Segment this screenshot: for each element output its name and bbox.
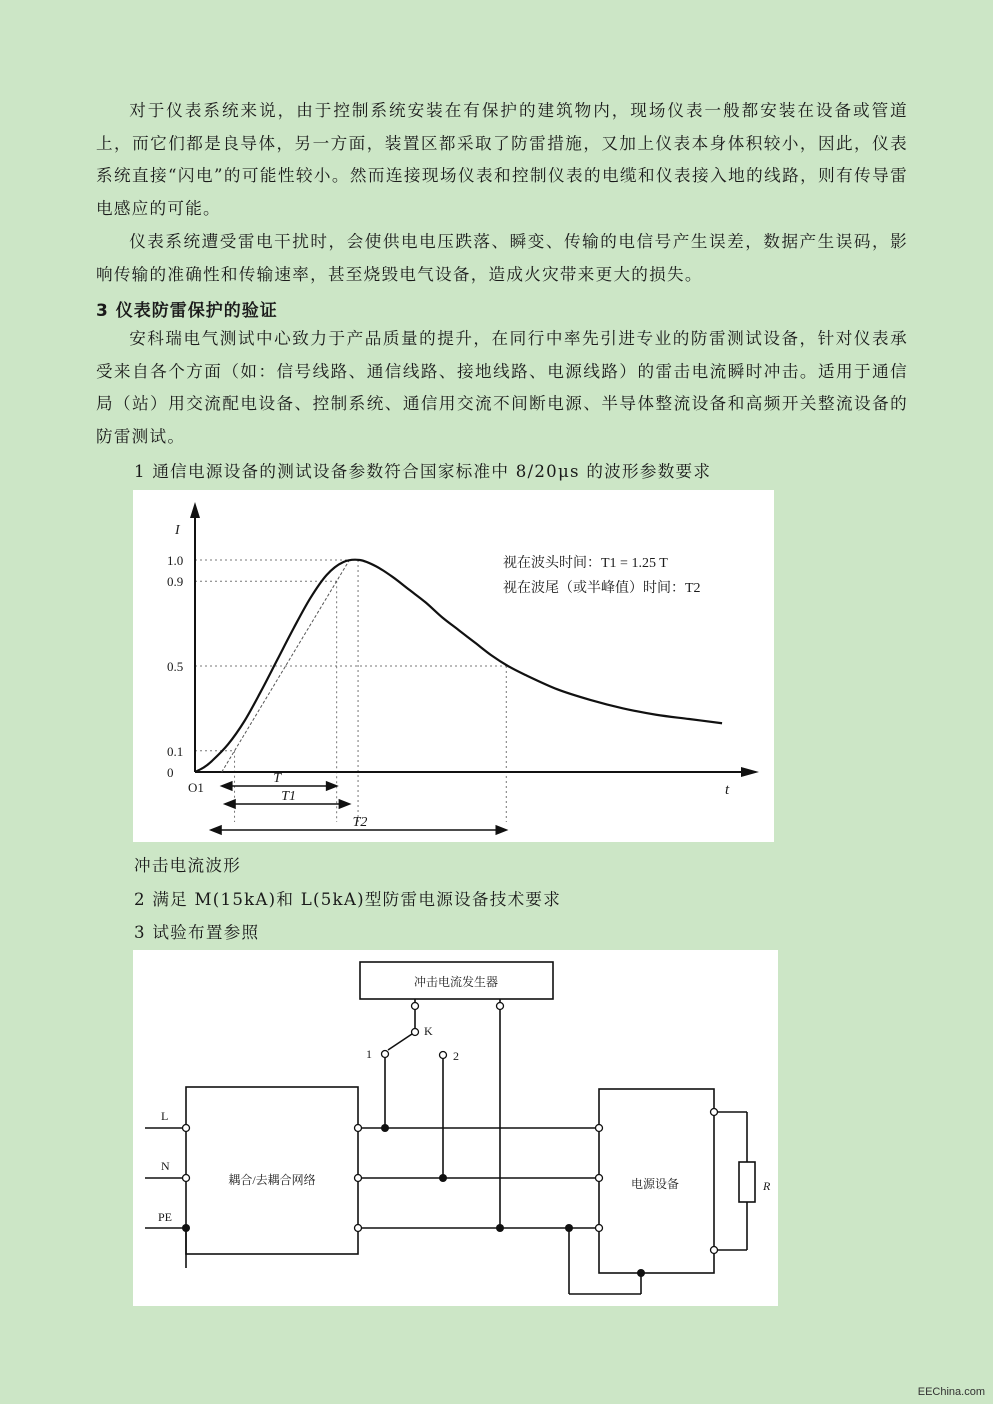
generator-label: 冲击电流发生器 [413,975,499,989]
waveform-figure [133,490,774,842]
paragraph-3: 安科瑞电气测试中心致力于产品质量的提升，在同行中率先引进专业的防雷测试设备，针对仪表承受来自各个方面（如：信号线路、通信线路、接地线路、电源线路）的雷击电流瞬时冲击。适用于通信局（站）用交流配电设备、控制系统、通信用交流不间断电源、半导体整流设备和高频开关整流设备的防雷测试。 [96,329,908,447]
x-axis-arrow-icon [741,767,759,777]
legend-entry-1: 视在波头时间：T1 = 1.25 T [503,556,668,571]
terminal-label-N: N [161,1159,170,1173]
terminal-label-L: L [161,1109,169,1123]
y-tick-label: 0.9 [167,574,184,590]
time-mark-label: T2 [352,815,368,830]
coupling-network-box [186,1087,358,1254]
y-axis-arrow-icon [190,502,200,518]
paragraph-2: 仪表系统遭受雷电干扰时，会使供电电压跌落、瞬变、传输的电信号产生误差，数据产生误码，影响传输的准确性和传输速率，甚至烧毁电气设备，造成火灾带来更大的损失。 [96,232,908,284]
y-tick-label: 0.5 [167,659,184,674]
switch-label: K [424,1024,433,1038]
y-tick-label: 0 [167,765,174,780]
time-mark-label: T1 [281,789,297,804]
footer-watermark: EEChina.com [917,1386,985,1398]
y-axis-label: I [175,523,180,538]
network-label: 耦合/去耦合网络 [228,1173,316,1187]
y-tick-label: 0.1 [167,743,184,759]
switch-position-1: 1 [366,1047,372,1061]
resistor [739,1162,755,1202]
time-mark-label: T [273,771,282,786]
list-item-1: 1 通信电源设备的测试设备参数符合国家标准中 8/20μs 的波形参数要求 [134,462,712,481]
x-axis-label: t [725,782,730,798]
list-item-3: 3 试验布置参照 [134,923,260,942]
circuit-figure [133,950,778,1306]
section-heading: 3 仪表防雷保护的验证 [96,301,278,321]
resistor-label: R [763,1179,771,1193]
circuit-diagram [133,950,778,1306]
time-mark-T [222,771,337,790]
time-mark-T1 [225,789,349,808]
device-label: 电源设备 [630,1177,680,1191]
switch-blade [388,1032,415,1050]
list-item-2: 2 满足 M(15kA)和 L(5kA)型防雷电源设备技术要求 [134,890,562,909]
paragraph-1: 对于仪表系统来说，由于控制系统安装在有保护的建筑物内，现场仪表一般都安装在设备或管道上，而它们都是良导体，另一方面，装置区都采取了防雷措施，又加上仪表本身体积较小，因此，仪表系统直接“闪电”的可能性较小。然而连接现场仪表和控制仪表的电缆和仪表接入地的线路，则有传导雷电感应的可能。 [96,101,908,219]
waveform-chart [133,490,774,842]
legend-entry-2: 视在波尾（或半峰值）时间：T2 [503,581,701,596]
figure-caption: 冲击电流波形 [134,856,242,875]
switch-position-2: 2 [453,1049,459,1063]
terminal-label-PE: PE [158,1210,173,1224]
time-mark-T2 [211,815,506,834]
origin-label: O1 [188,780,204,795]
y-tick-label: 1.0 [167,553,184,568]
